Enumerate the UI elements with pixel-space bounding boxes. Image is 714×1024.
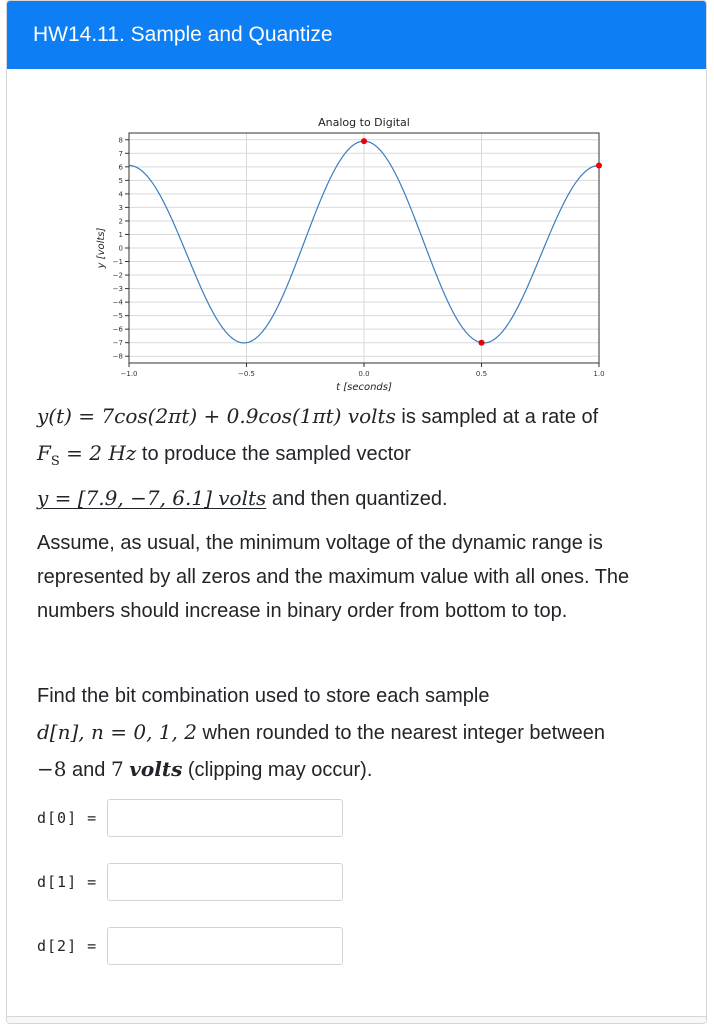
fs-letter: F bbox=[37, 441, 51, 465]
statement-line-3 bbox=[37, 480, 687, 517]
y-axis-label: y [volts] bbox=[96, 227, 107, 269]
statement-line-1 bbox=[37, 398, 687, 435]
fs-subscript: S bbox=[50, 454, 60, 469]
y-tick-label: 6 bbox=[118, 163, 123, 172]
answer-label-d0: d[0] = bbox=[37, 809, 98, 827]
instruction-line-1: Find the bit combination used to store each sample bbox=[37, 685, 490, 707]
y-tick-label: −4 bbox=[112, 298, 123, 307]
x-tick-label: −0.5 bbox=[238, 370, 255, 378]
sample-point bbox=[479, 340, 485, 346]
sampled-vector: y = [7.9, −7, 6.1] volts bbox=[37, 486, 267, 510]
y-tick-label: −7 bbox=[112, 339, 123, 348]
y-tick-label: 1 bbox=[118, 230, 123, 239]
instruction-text-3: (clipping may occur). bbox=[182, 759, 373, 781]
chart-title: Analog to Digital bbox=[318, 116, 410, 129]
statement-text-1: is sampled at a rate of bbox=[395, 406, 599, 428]
y-tick-label: 2 bbox=[118, 217, 123, 226]
y-tick-label: −6 bbox=[112, 325, 123, 334]
answer-row-d0 bbox=[37, 799, 343, 837]
answer-label-d2: d[2] = bbox=[37, 937, 98, 955]
plot-area bbox=[7, 111, 707, 401]
sample-rate-value: = 2 Hz bbox=[59, 441, 137, 465]
sample-point bbox=[596, 162, 602, 168]
y-tick-label: −3 bbox=[112, 285, 123, 294]
sample-point bbox=[361, 138, 367, 144]
sample-rate-symbol bbox=[37, 441, 137, 469]
instruction-and: and bbox=[66, 759, 111, 781]
card-footer bbox=[7, 1016, 706, 1023]
y-tick-label: 5 bbox=[118, 176, 123, 185]
question-title: HW14.11. Sample and Quantize bbox=[33, 23, 333, 46]
y-tick-label: 4 bbox=[118, 190, 123, 199]
instruction-paragraph bbox=[37, 678, 687, 788]
range-min: −8 bbox=[37, 757, 67, 781]
y-tick-label: −2 bbox=[112, 271, 123, 280]
y-tick-label: 8 bbox=[118, 136, 123, 145]
answer-row-d2 bbox=[37, 927, 343, 965]
x-tick-label: 0.0 bbox=[358, 370, 370, 378]
range-max: 7 bbox=[110, 757, 124, 781]
answer-input-d1[interactable] bbox=[107, 863, 343, 901]
answer-row-d1 bbox=[37, 863, 343, 901]
instruction-line-2 bbox=[37, 714, 687, 751]
card-header bbox=[7, 1, 706, 69]
answer-input-d2[interactable] bbox=[107, 927, 343, 965]
statement-text-2: to produce the sampled vector bbox=[136, 443, 411, 465]
sample-index-expression: d[n], n = 0, 1, 2 bbox=[37, 720, 197, 744]
question-card bbox=[6, 0, 707, 1024]
assumption-paragraph: Assume, as usual, the minimum voltage of the dynamic range is represented by all zeros and the maximum value with all ones. The numbers should increase in binary order from bottom to top. bbox=[37, 532, 630, 622]
x-tick-label: −1.0 bbox=[120, 370, 138, 378]
answer-input-d0[interactable] bbox=[107, 799, 343, 837]
x-tick-label: 0.5 bbox=[475, 370, 488, 378]
range-unit: volts bbox=[129, 757, 183, 781]
statement-text-3: and then quantized. bbox=[266, 488, 448, 510]
y-tick-label: 7 bbox=[118, 149, 123, 158]
signal-equation: y(t) = 7cos(2πt) + 0.9cos(1πt) volts bbox=[37, 404, 396, 428]
y-tick-label: 0 bbox=[118, 244, 123, 253]
problem-statement bbox=[37, 398, 687, 517]
x-axis-label: t [seconds] bbox=[336, 382, 392, 393]
answer-label-d1: d[1] = bbox=[37, 873, 98, 891]
analog-to-digital-chart bbox=[7, 111, 707, 401]
y-tick-label: −8 bbox=[112, 352, 123, 361]
statement-line-2 bbox=[37, 435, 687, 480]
y-tick-label: −5 bbox=[112, 312, 123, 321]
instruction-line-3 bbox=[37, 751, 687, 788]
x-tick-label: 1.0 bbox=[593, 370, 605, 378]
y-tick-label: 3 bbox=[118, 203, 123, 212]
y-tick-label: −1 bbox=[112, 258, 123, 267]
instruction-text-2: when rounded to the nearest integer between bbox=[196, 722, 606, 744]
